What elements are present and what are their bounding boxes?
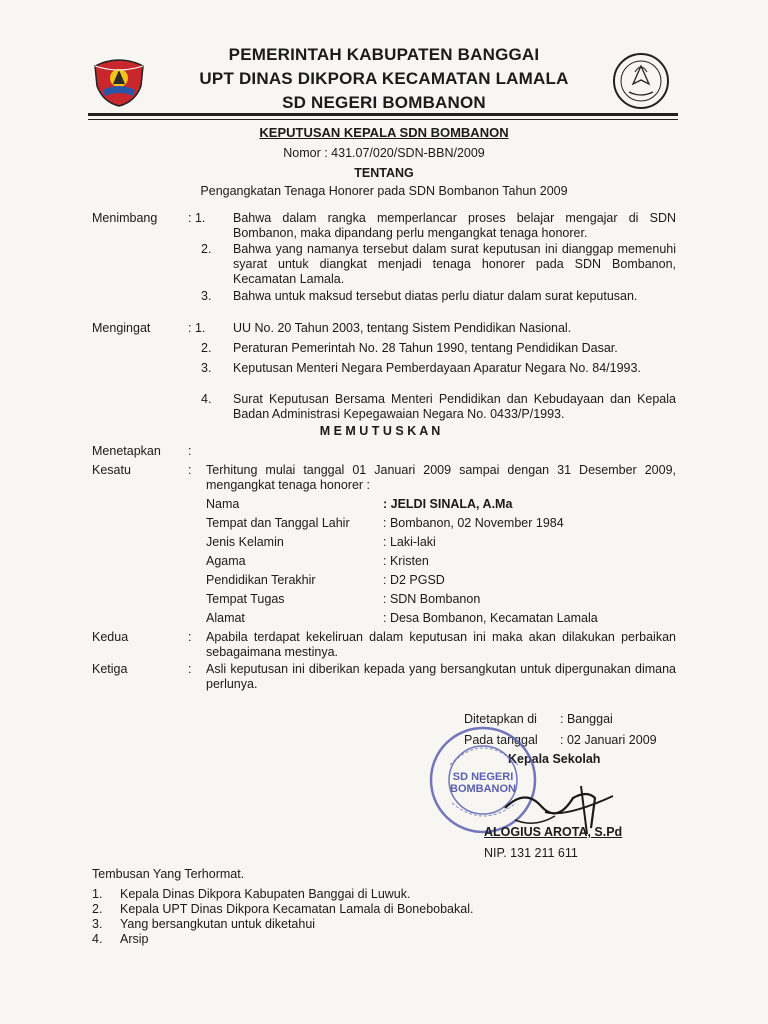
tembusan-num-4: 4.: [92, 932, 103, 946]
letterhead-rule-thick: [88, 113, 678, 116]
tembusan-title: Tembusan Yang Terhormat.: [92, 867, 245, 881]
signatory-name: ALOGIUS AROTA, S.Pd: [484, 825, 623, 839]
tembusan-num-1: 1.: [92, 887, 103, 901]
menetapkan-colon: :: [188, 444, 192, 458]
menimbang-text-3: Bahwa untuk maksud tersebut diatas perlu diatur dalam surat keputusan.: [233, 289, 638, 303]
field-label-ttl: Tempat dan Tanggal Lahir: [206, 516, 350, 530]
field-label-pendidikan: Pendidikan Terakhir: [206, 573, 316, 587]
kedua-colon: :: [188, 630, 192, 644]
signature-date-label: Pada tanggal: [464, 733, 538, 747]
tembusan-item-3: Yang bersangkutan untuk diketahui: [120, 917, 316, 931]
menimbang-label: Menimbang: [92, 211, 158, 225]
kedua-label: Kedua: [92, 630, 129, 644]
mengingat-label: Mengingat: [92, 321, 151, 335]
tembusan-item-2: Kepala UPT Dinas Dikpora Kecamatan Lamala di Bonebobakal.: [120, 902, 474, 916]
field-label-alamat: Alamat: [206, 611, 245, 625]
kedua-text: Apabila terdapat kekeliruan dalam keputusan ini maka akan dilakukan perbaikan sebagaimana mestinya.: [206, 630, 676, 659]
signatory-nip: NIP. 131 211 611: [484, 846, 578, 860]
header-line-3: SD NEGERI BOMBANON: [282, 93, 486, 112]
field-label-nama: Nama: [206, 497, 240, 511]
mengingat-text-1: UU No. 20 Tahun 2003, tentang Sistem Pendidikan Nasional.: [233, 321, 572, 335]
stamp-center-text: SD NEGERI BOMBANON: [450, 771, 516, 795]
decree-about-label: TENTANG: [354, 166, 414, 180]
kesatu-text: Terhitung mulai tanggal 01 Januari 2009 sampai dengan 31 Desember 2009, mengangkat tenaga honorer :: [206, 463, 676, 492]
menimbang-num-3: 3.: [201, 289, 212, 303]
mengingat-text-2: Peraturan Pemerintah No. 28 Tahun 1990, tentang Pendidikan Dasar.: [233, 341, 618, 355]
signature-place-value: : Banggai: [560, 712, 613, 726]
field-value-pendidikan: : D2 PGSD: [383, 573, 445, 587]
field-value-agama: : Kristen: [383, 554, 429, 568]
mengingat-num-4: 4.: [201, 392, 212, 406]
field-value-nama: : JELDI SINALA, A.Ma: [383, 497, 513, 511]
field-value-jenis-kelamin: : Laki-laki: [383, 535, 436, 549]
signature-position: Kepala Sekolah: [508, 752, 601, 766]
mengingat-text-4: Surat Keputusan Bersama Menteri Pendidikan dan Kebudayaan dan Kepala Badan Administrasi Kepegawaian Negara No. 0433/P/1993.: [233, 392, 676, 421]
header-line-1: PEMERINTAH KABUPATEN BANGGAI: [228, 45, 540, 64]
tembusan-item-1: Kepala Dinas Dikpora Kabupaten Banggai di Luwuk.: [120, 887, 411, 901]
ketiga-text: Asli keputusan ini diberikan kepada yang bersangkutan untuk dipergunakan dimana perlunya.: [206, 662, 676, 691]
tembusan-num-3: 3.: [92, 917, 103, 931]
ketiga-label: Ketiga: [92, 662, 128, 676]
mengingat-num-2: 2.: [201, 341, 212, 355]
decree-about: Pengangkatan Tenaga Honorer pada SDN Bombanon Tahun 2009: [200, 184, 568, 198]
signature-place-label: Ditetapkan di: [464, 712, 537, 726]
field-label-agama: Agama: [206, 554, 246, 568]
field-value-ttl: : Bombanon, 02 November 1984: [383, 516, 564, 530]
kesatu-label: Kesatu: [92, 463, 131, 477]
menetapkan-label: Menetapkan: [92, 444, 161, 458]
letterhead-rule-thin: [88, 119, 678, 120]
decree-number: Nomor : 431.07/020/SDN-BBN/2009: [283, 146, 485, 160]
tut-wuri-handayani-logo-icon: [611, 52, 671, 110]
mengingat-num-3: 3.: [201, 361, 212, 375]
ketiga-colon: :: [188, 662, 192, 676]
field-value-tempat-tugas: : SDN Bombanon: [383, 592, 481, 606]
field-label-jenis-kelamin: Jenis Kelamin: [206, 535, 284, 549]
field-label-tempat-tugas: Tempat Tugas: [206, 592, 285, 606]
field-value-alamat: : Desa Bombanon, Kecamatan Lamala: [383, 611, 598, 625]
tembusan-item-4: Arsip: [120, 932, 149, 946]
mengingat-text-3: Keputusan Menteri Negara Pemberdayaan Aparatur Negara No. 84/1993.: [233, 361, 641, 375]
signature-date-value: : 02 Januari 2009: [560, 733, 657, 747]
decree-title: KEPUTUSAN KEPALA SDN BOMBANON: [259, 125, 509, 140]
menimbang-num-1: : 1.: [188, 211, 206, 225]
kesatu-colon: :: [188, 463, 192, 477]
menimbang-num-2: 2.: [201, 242, 212, 256]
menimbang-text-2: Bahwa yang namanya tersebut dalam surat keputusan ini dianggap memenuhi syarat untuk diangkat menjadi tenaga honorer pada SDN Bombanon, Kecamatan Lamala.: [233, 242, 676, 286]
header-line-2: UPT DINAS DIKPORA KECAMATAN LAMALA: [199, 69, 569, 88]
mengingat-num-1: : 1.: [188, 321, 206, 335]
tembusan-num-2: 2.: [92, 902, 103, 916]
memutuskan-heading: M E M U T U S K A N: [319, 424, 441, 438]
menimbang-text-1: Bahwa dalam rangka memperlancar proses belajar mengajar di SDN Bombanon, maka dipandang perlu mengangkat tenaga honorer.: [233, 211, 676, 240]
